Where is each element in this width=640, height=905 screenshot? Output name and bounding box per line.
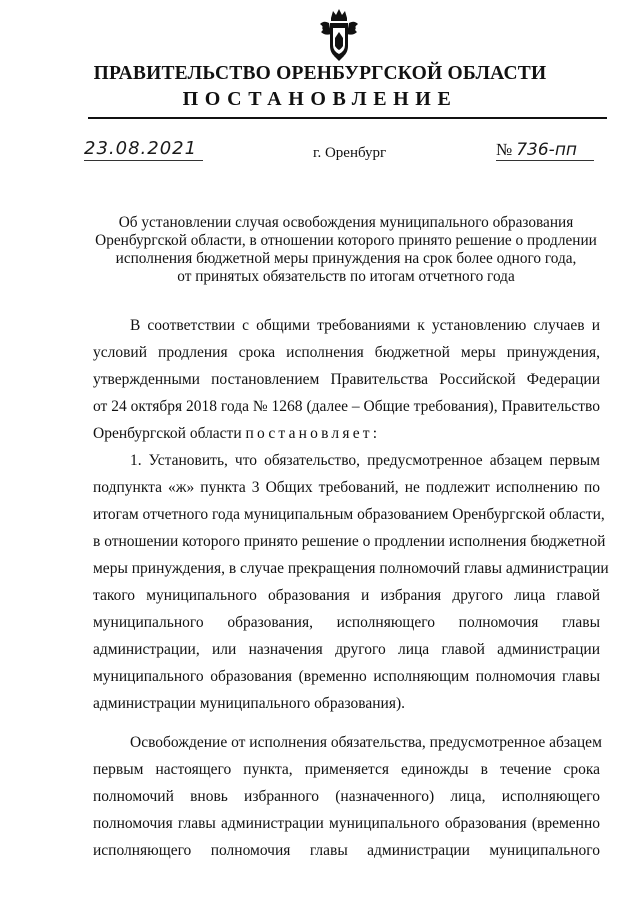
number-value: 736-пп (516, 140, 578, 160)
body-line: в отношении которого принято решение о продлении исполнения бюджетной (93, 533, 606, 550)
subject-line: Оренбургской области, в отношении которого принято решение о продлении (95, 232, 597, 249)
body-line: первым настоящего пункта, применяется единожды в течение срока (93, 761, 600, 778)
subject-line: исполнения бюджетной меры принуждения на срок более одного года, (115, 250, 577, 267)
government-title: ПРАВИТЕЛЬСТВО ОРЕНБУРГСКОЙ ОБЛАСТИ (93, 63, 547, 84)
body-line: администрации муниципального образования). (93, 695, 405, 712)
body-line: 1. Установить, что обязательство, предусмотренное абзацем первым (130, 452, 600, 469)
subject-line: от принятых обязательств по итогам отчетного года (177, 268, 515, 285)
body-line: администрации, или назначения другого лица главой администрации (93, 641, 600, 658)
subject-line: Об установлении случая освобождения муниципального образования (118, 214, 574, 231)
body-line: полномочий вновь избранного (назначенного) лица, исполняющего (93, 788, 600, 805)
decree-subject (76, 214, 616, 286)
body-line: муниципального образования (временно исполняющим полномочия главы (93, 668, 600, 685)
number-sign: № (496, 140, 513, 159)
body-line: Освобождение от исполнения обязательства, предусмотренное абзацем (130, 734, 602, 751)
decree-title: ПОСТАНОВЛЕНИЕ (182, 88, 458, 110)
body-line: исполняющего полномочия главы администрации муниципального (93, 842, 600, 859)
decree-body (93, 312, 609, 864)
body-line: итогам отчетного года муниципальным образованием Оренбургской области, (93, 506, 605, 523)
body-line: от 24 октября 2018 года № 1268 (далее – Общие требования), Правительство (93, 398, 600, 415)
body-line: В соответствии с общими требованиями к установлению случаев и (130, 317, 600, 334)
paragraph-gap (93, 717, 600, 729)
coat-of-arms-emblem-icon (318, 8, 360, 62)
body-line: условий продления срока исполнения бюджетной меры принуждения, (93, 344, 600, 361)
header-divider (88, 117, 607, 119)
body-line: подпункта «ж» пункта 3 Общих требований, не подлежит исполнению по (93, 479, 600, 496)
decree-date: 23.08.2021 (84, 139, 203, 161)
body-text-spaced: постановляет: (245, 425, 381, 442)
decree-number (496, 139, 594, 161)
body-line: муниципального образования, исполняющего полномочия главы (93, 614, 600, 631)
body-text: Оренбургской области (93, 425, 242, 442)
body-line: полномочия главы администрации муниципального образования (временно (93, 815, 600, 832)
body-line: утвержденными постановлением Правительства Российской Федерации (93, 371, 600, 388)
decree-city: г. Оренбург (313, 145, 387, 161)
body-line (93, 420, 600, 447)
body-line: такого муниципального образования и избрания другого лица главой (93, 587, 600, 604)
body-line: меры принуждения, в случае прекращения полномочий главы администрации (93, 560, 609, 577)
